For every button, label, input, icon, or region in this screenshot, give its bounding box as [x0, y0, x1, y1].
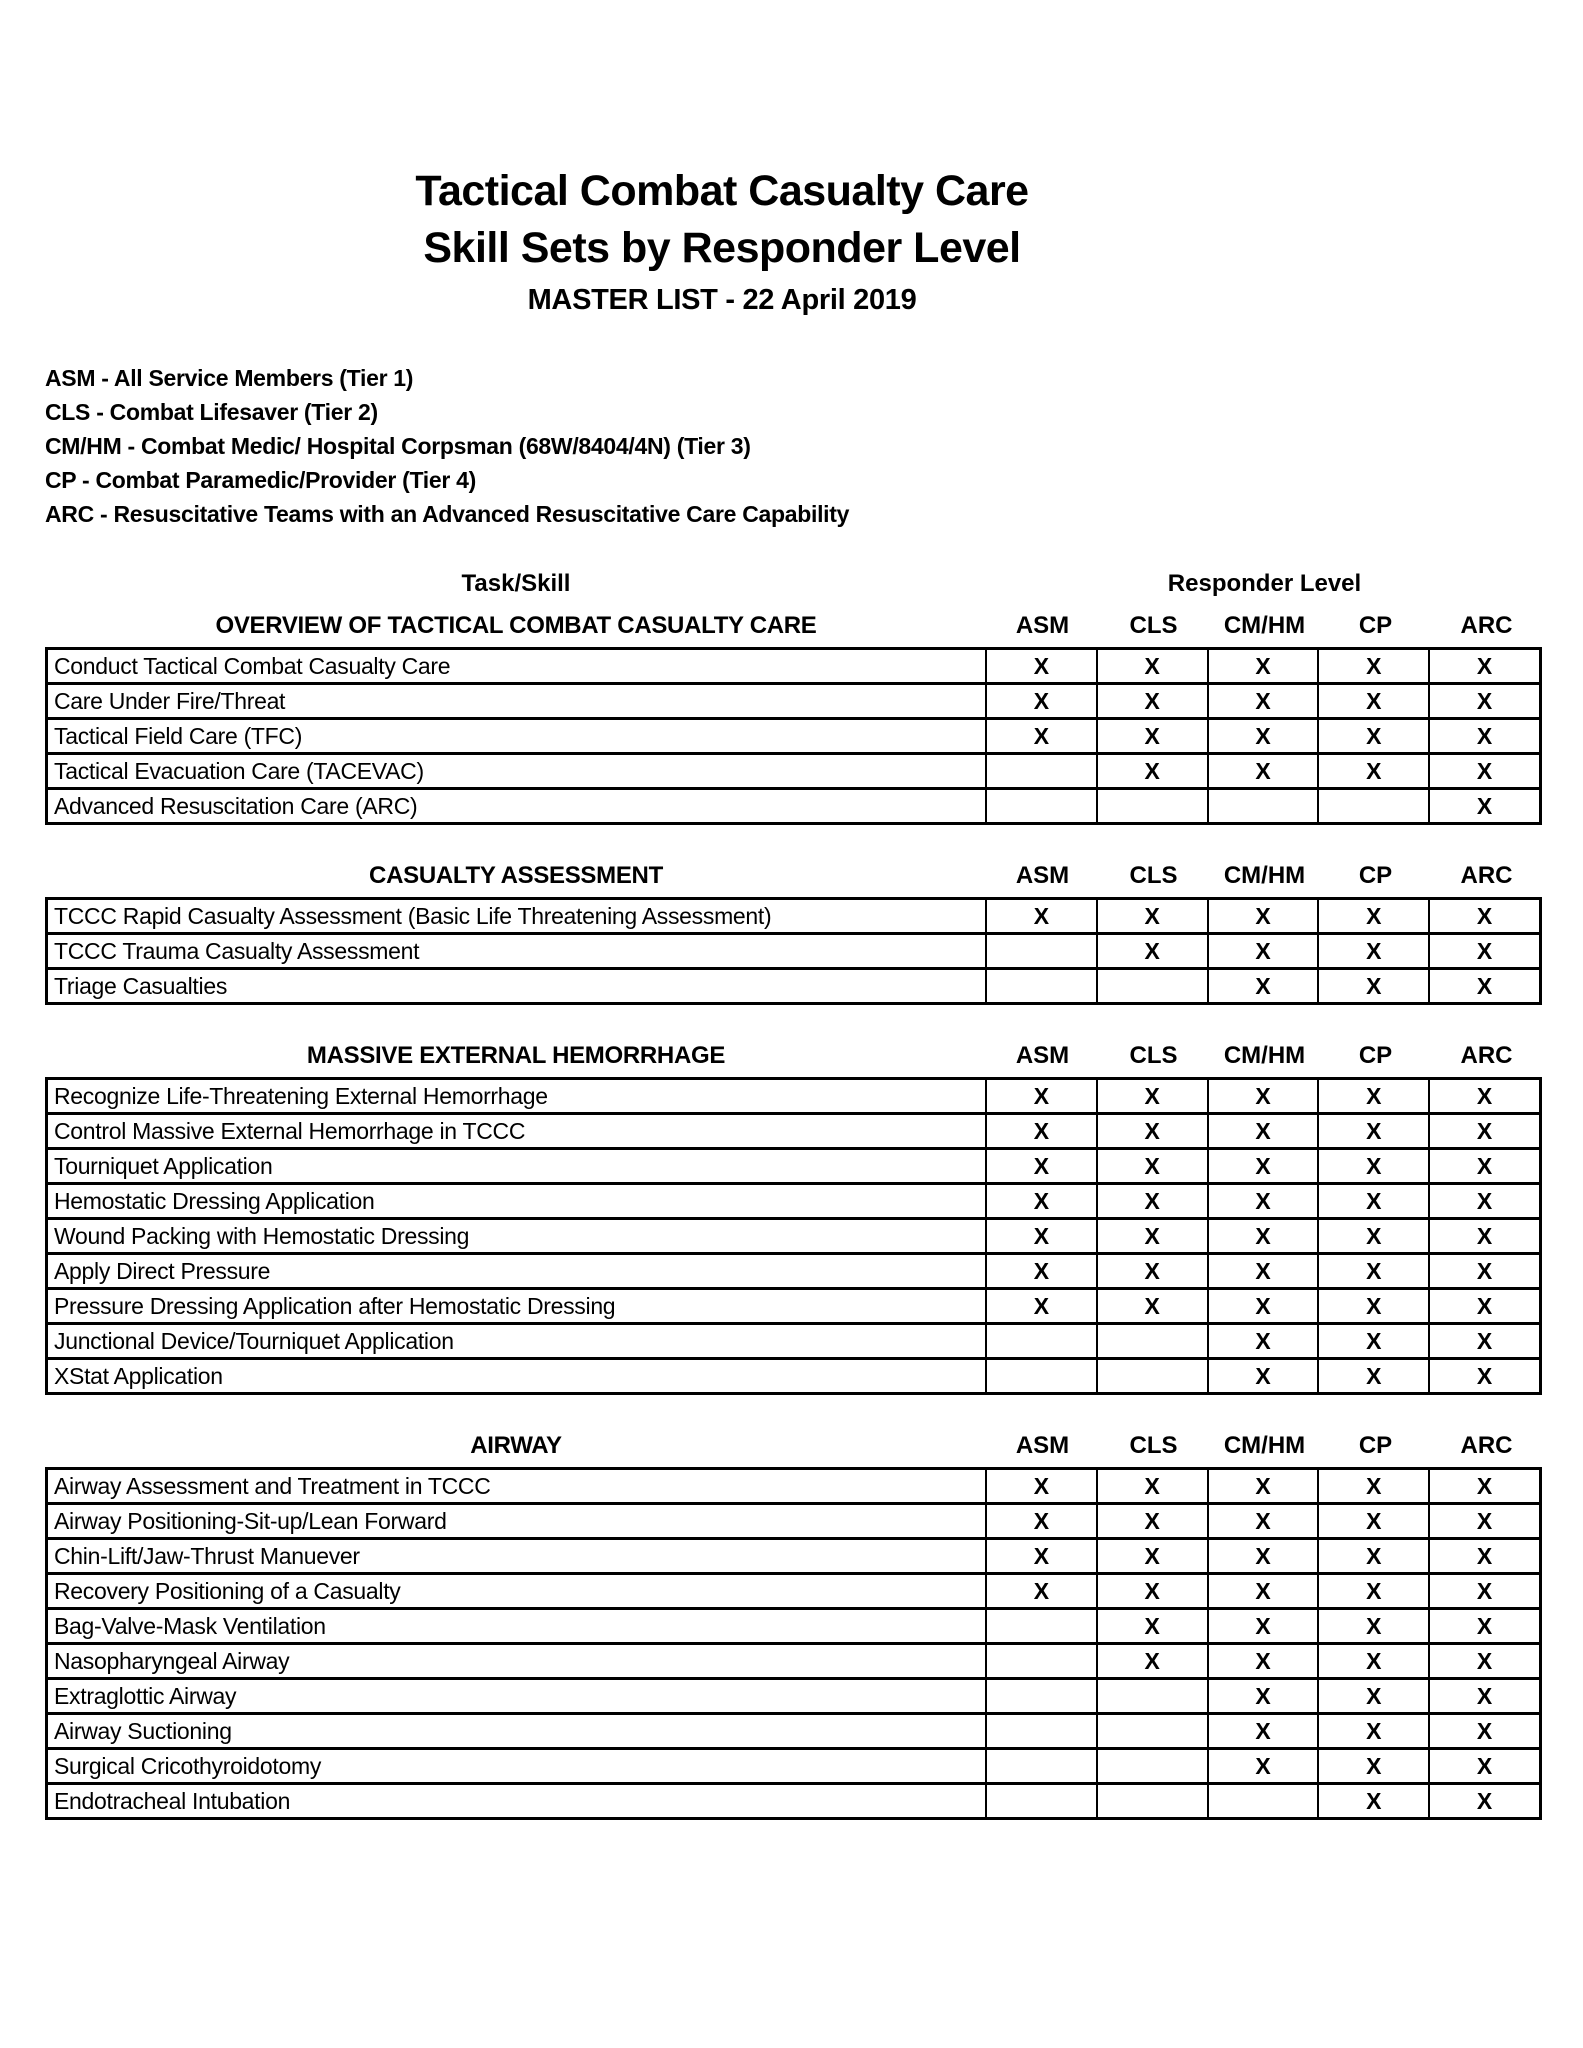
legend-arc: ARC - Resuscitative Teams with an Advanced Resuscitative Care Capability	[45, 501, 850, 527]
mark-cell-arc: X	[1428, 970, 1539, 1002]
column-header-cp: CP	[1358, 1432, 1393, 1459]
mark-cell-arc: X	[1428, 1470, 1539, 1502]
mark-cell-cls: X	[1096, 1540, 1207, 1572]
mark-cell-cmhm: X	[1207, 1360, 1318, 1392]
task-cell: Junctional Device/Tourniquet Application	[54, 1327, 454, 1354]
mark-cell-cp: X	[1317, 970, 1428, 1002]
mark-cell-cmhm: X	[1207, 970, 1318, 1002]
mark-cell-cls: X	[1096, 1080, 1207, 1112]
column-header-arc: ARC	[1460, 862, 1513, 889]
task-cell: Pressure Dressing Application after Hemostatic Dressing	[54, 1292, 616, 1319]
column-header-asm: ASM	[1015, 612, 1070, 639]
task-cell: Nasopharyngeal Airway	[54, 1647, 290, 1674]
mark-cell-asm: X	[985, 1080, 1096, 1112]
table-row	[48, 1287, 1539, 1322]
task-cell: Apply Direct Pressure	[54, 1257, 271, 1284]
mark-cell-cmhm: X	[1207, 1610, 1318, 1642]
mark-cell-cls	[1096, 1325, 1207, 1357]
table-row	[48, 1642, 1539, 1677]
section-header-row	[45, 611, 1542, 641]
mark-cell-cls: X	[1096, 1505, 1207, 1537]
mark-cell-cmhm: X	[1207, 1680, 1318, 1712]
task-cell: Hemostatic Dressing Application	[54, 1187, 375, 1214]
legend-cls: CLS - Combat Lifesaver (Tier 2)	[45, 399, 378, 425]
column-header-cmhm: CM/HM	[1223, 612, 1306, 639]
mark-cell-arc: X	[1428, 1610, 1539, 1642]
mark-cell-cmhm: X	[1207, 1220, 1318, 1252]
mark-cell-asm: X	[985, 900, 1096, 932]
mark-cell-cls: X	[1096, 900, 1207, 932]
mark-cell-cp: X	[1317, 1360, 1428, 1392]
mark-cell-arc: X	[1428, 1255, 1539, 1287]
master-header-row	[45, 569, 1542, 599]
task-cell: Endotracheal Intubation	[54, 1787, 291, 1814]
mark-cell-cls: X	[1096, 1150, 1207, 1182]
column-header-cmhm: CM/HM	[1223, 1432, 1306, 1459]
mark-cell-arc: X	[1428, 1080, 1539, 1112]
mark-cell-asm	[985, 1750, 1096, 1782]
table-row	[48, 1712, 1539, 1747]
table-row	[48, 787, 1539, 822]
mark-cell-cls	[1096, 1715, 1207, 1747]
task-cell: Airway Assessment and Treatment in TCCC	[54, 1472, 491, 1499]
column-header-cp: CP	[1358, 612, 1393, 639]
mark-cell-arc: X	[1428, 1680, 1539, 1712]
mark-cell-cmhm: X	[1207, 1150, 1318, 1182]
mark-cell-asm: X	[985, 1220, 1096, 1252]
mark-cell-cp: X	[1317, 1680, 1428, 1712]
task-cell: Tactical Evacuation Care (TACEVAC)	[54, 757, 424, 784]
mark-cell-asm: X	[985, 1185, 1096, 1217]
task-cell: Airway Positioning-Sit-up/Lean Forward	[54, 1507, 447, 1534]
column-header-cls: CLS	[1129, 1432, 1178, 1459]
mark-cell-arc: X	[1428, 1290, 1539, 1322]
task-cell: Triage Casualties	[54, 972, 228, 999]
skill-tables	[45, 569, 1542, 1820]
mark-cell-cmhm: X	[1207, 1505, 1318, 1537]
mark-cell-asm	[985, 1715, 1096, 1747]
task-cell: Recovery Positioning of a Casualty	[54, 1577, 401, 1604]
mark-cell-cmhm: X	[1207, 1645, 1318, 1677]
task-cell: Chin-Lift/Jaw-Thrust Manuever	[54, 1542, 360, 1569]
task-cell: Extraglottic Airway	[54, 1682, 237, 1709]
mark-cell-cp: X	[1317, 1540, 1428, 1572]
column-header-cmhm: CM/HM	[1223, 1042, 1306, 1069]
mark-cell-asm	[985, 790, 1096, 822]
responder-level-legend	[45, 361, 1583, 531]
table-row	[48, 1572, 1539, 1607]
mark-cell-cp: X	[1317, 1185, 1428, 1217]
mark-cell-cp: X	[1317, 650, 1428, 682]
mark-cell-cmhm: X	[1207, 1715, 1318, 1747]
mark-cell-cls	[1096, 1750, 1207, 1782]
document-title-block	[0, 0, 1444, 323]
table-row	[48, 967, 1539, 1002]
task-cell: Tourniquet Application	[54, 1152, 273, 1179]
column-header-cls: CLS	[1129, 612, 1178, 639]
mark-cell-cls: X	[1096, 1575, 1207, 1607]
table-row	[48, 1112, 1539, 1147]
mark-cell-cls: X	[1096, 935, 1207, 967]
mark-cell-cp: X	[1317, 1115, 1428, 1147]
legend-asm: ASM - All Service Members (Tier 1)	[45, 365, 414, 391]
mark-cell-cls: X	[1096, 1470, 1207, 1502]
mark-cell-cp: X	[1317, 1785, 1428, 1817]
skill-table	[45, 1077, 1542, 1395]
column-header-cp: CP	[1358, 1042, 1393, 1069]
mark-cell-cmhm: X	[1207, 1470, 1318, 1502]
mark-cell-asm	[985, 1325, 1096, 1357]
mark-cell-arc: X	[1428, 1185, 1539, 1217]
mark-cell-asm: X	[985, 1505, 1096, 1537]
mark-cell-arc: X	[1428, 685, 1539, 717]
mark-cell-cp: X	[1317, 1610, 1428, 1642]
mark-cell-cmhm: X	[1207, 1290, 1318, 1322]
mark-cell-cls	[1096, 790, 1207, 822]
mark-cell-arc: X	[1428, 1150, 1539, 1182]
mark-cell-arc: X	[1428, 1750, 1539, 1782]
mark-cell-arc: X	[1428, 1220, 1539, 1252]
table-row	[48, 1502, 1539, 1537]
mark-cell-cmhm: X	[1207, 650, 1318, 682]
mark-cell-cls: X	[1096, 1220, 1207, 1252]
section-title: CASUALTY ASSESSMENT	[369, 862, 663, 889]
title-line-1: Tactical Combat Casualty Care	[415, 167, 1029, 215]
mark-cell-cls: X	[1096, 1610, 1207, 1642]
mark-cell-cp: X	[1317, 1080, 1428, 1112]
task-cell: Wound Packing with Hemostatic Dressing	[54, 1222, 470, 1249]
mark-cell-cls: X	[1096, 1115, 1207, 1147]
mark-cell-asm: X	[985, 685, 1096, 717]
mark-cell-arc: X	[1428, 1715, 1539, 1747]
table-row	[48, 1677, 1539, 1712]
mark-cell-cmhm: X	[1207, 1115, 1318, 1147]
table-row	[48, 1607, 1539, 1642]
skill-table	[45, 897, 1542, 1005]
section-header-row	[45, 1431, 1542, 1461]
mark-cell-arc: X	[1428, 1785, 1539, 1817]
task-cell: XStat Application	[54, 1362, 223, 1389]
skill-section	[45, 1041, 1542, 1395]
task-cell: TCCC Rapid Casualty Assessment (Basic Life Threatening Assessment)	[54, 902, 772, 929]
table-row	[48, 1322, 1539, 1357]
mark-cell-cls	[1096, 970, 1207, 1002]
mark-cell-asm: X	[985, 1575, 1096, 1607]
table-row	[48, 1470, 1539, 1502]
mark-cell-cp: X	[1317, 1255, 1428, 1287]
mark-cell-cls: X	[1096, 1645, 1207, 1677]
task-cell: Airway Suctioning	[54, 1717, 232, 1744]
mark-cell-cp: X	[1317, 1505, 1428, 1537]
table-row	[48, 1080, 1539, 1112]
skill-table	[45, 647, 1542, 825]
mark-cell-cmhm	[1207, 1785, 1318, 1817]
mark-cell-arc: X	[1428, 790, 1539, 822]
mark-cell-arc: X	[1428, 935, 1539, 967]
mark-cell-cp: X	[1317, 1470, 1428, 1502]
mark-cell-cmhm: X	[1207, 685, 1318, 717]
table-row	[48, 717, 1539, 752]
legend-cp: CP - Combat Paramedic/Provider (Tier 4)	[45, 467, 476, 493]
mark-cell-arc: X	[1428, 900, 1539, 932]
table-row	[48, 1147, 1539, 1182]
task-cell: Advanced Resuscitation Care (ARC)	[54, 792, 418, 819]
mark-cell-asm	[985, 935, 1096, 967]
skill-section	[45, 611, 1542, 825]
mark-cell-asm	[985, 1785, 1096, 1817]
mark-cell-arc: X	[1428, 1360, 1539, 1392]
mark-cell-arc: X	[1428, 720, 1539, 752]
mark-cell-cls: X	[1096, 1290, 1207, 1322]
mark-cell-cp: X	[1317, 1645, 1428, 1677]
section-title: OVERVIEW OF TACTICAL COMBAT CASUALTY CARE	[215, 612, 817, 639]
table-row	[48, 1782, 1539, 1817]
mark-cell-arc: X	[1428, 1645, 1539, 1677]
mark-cell-cmhm: X	[1207, 935, 1318, 967]
mark-cell-cp: X	[1317, 900, 1428, 932]
column-header-asm: ASM	[1015, 1432, 1070, 1459]
mark-cell-asm	[985, 1610, 1096, 1642]
mark-cell-arc: X	[1428, 1505, 1539, 1537]
mark-cell-cls	[1096, 1785, 1207, 1817]
mark-cell-asm	[985, 1645, 1096, 1677]
section-title: MASSIVE EXTERNAL HEMORRHAGE	[306, 1042, 726, 1069]
mark-cell-cmhm: X	[1207, 1540, 1318, 1572]
title-line-2: Skill Sets by Responder Level	[423, 224, 1021, 272]
mark-cell-cls: X	[1096, 1255, 1207, 1287]
table-row	[48, 1747, 1539, 1782]
section-title: AIRWAY	[470, 1432, 562, 1459]
mark-cell-cmhm: X	[1207, 1255, 1318, 1287]
legend-cmhm: CM/HM - Combat Medic/ Hospital Corpsman (68W/8404/4N) (Tier 3)	[45, 433, 751, 459]
task-skill-header: Task/Skill	[461, 570, 571, 597]
task-cell: TCCC Trauma Casualty Assessment	[54, 937, 420, 964]
mark-cell-cmhm	[1207, 790, 1318, 822]
table-row	[48, 682, 1539, 717]
mark-cell-arc: X	[1428, 755, 1539, 787]
mark-cell-cp: X	[1317, 935, 1428, 967]
section-header-row	[45, 1041, 1542, 1071]
mark-cell-asm	[985, 970, 1096, 1002]
mark-cell-cls	[1096, 1360, 1207, 1392]
column-header-asm: ASM	[1015, 862, 1070, 889]
mark-cell-cls: X	[1096, 1185, 1207, 1217]
table-row	[48, 1537, 1539, 1572]
mark-cell-cls: X	[1096, 755, 1207, 787]
task-cell: Conduct Tactical Combat Casualty Care	[54, 652, 451, 679]
table-row	[48, 1217, 1539, 1252]
column-header-cls: CLS	[1129, 862, 1178, 889]
mark-cell-cmhm: X	[1207, 755, 1318, 787]
mark-cell-arc: X	[1428, 1575, 1539, 1607]
mark-cell-cp: X	[1317, 1220, 1428, 1252]
task-cell: Control Massive External Hemorrhage in TCCC	[54, 1117, 526, 1144]
column-header-arc: ARC	[1460, 612, 1513, 639]
mark-cell-cmhm: X	[1207, 1080, 1318, 1112]
mark-cell-cp: X	[1317, 1290, 1428, 1322]
mark-cell-cls	[1096, 1680, 1207, 1712]
table-row	[48, 1252, 1539, 1287]
table-row	[48, 752, 1539, 787]
task-cell: Tactical Field Care (TFC)	[54, 722, 303, 749]
mark-cell-cmhm: X	[1207, 1325, 1318, 1357]
mark-cell-cp: X	[1317, 1715, 1428, 1747]
mark-cell-asm	[985, 755, 1096, 787]
responder-level-header: Responder Level	[1167, 570, 1362, 597]
mark-cell-cp: X	[1317, 685, 1428, 717]
mark-cell-cp: X	[1317, 1575, 1428, 1607]
mark-cell-asm: X	[985, 1470, 1096, 1502]
column-header-arc: ARC	[1460, 1432, 1513, 1459]
mark-cell-cp: X	[1317, 720, 1428, 752]
mark-cell-asm: X	[985, 1115, 1096, 1147]
table-row	[48, 650, 1539, 682]
mark-cell-cp: X	[1317, 755, 1428, 787]
title-line-3: MASTER LIST - 22 April 2019	[527, 284, 917, 316]
mark-cell-asm	[985, 1360, 1096, 1392]
column-header-cls: CLS	[1129, 1042, 1178, 1069]
mark-cell-cp: X	[1317, 1150, 1428, 1182]
skill-section	[45, 1431, 1542, 1820]
mark-cell-asm: X	[985, 1540, 1096, 1572]
mark-cell-cp	[1317, 790, 1428, 822]
mark-cell-cmhm: X	[1207, 1185, 1318, 1217]
mark-cell-arc: X	[1428, 1115, 1539, 1147]
mark-cell-cmhm: X	[1207, 1750, 1318, 1782]
task-cell: Care Under Fire/Threat	[54, 687, 286, 714]
mark-cell-cmhm: X	[1207, 900, 1318, 932]
task-cell: Recognize Life-Threatening External Hemorrhage	[54, 1082, 548, 1109]
mark-cell-arc: X	[1428, 1325, 1539, 1357]
mark-cell-arc: X	[1428, 1540, 1539, 1572]
column-header-cmhm: CM/HM	[1223, 862, 1306, 889]
skill-table	[45, 1467, 1542, 1820]
table-row	[48, 1357, 1539, 1392]
column-header-cp: CP	[1358, 862, 1393, 889]
mark-cell-cmhm: X	[1207, 1575, 1318, 1607]
mark-cell-cls: X	[1096, 720, 1207, 752]
task-cell: Surgical Cricothyroidotomy	[54, 1752, 322, 1779]
mark-cell-asm: X	[985, 1150, 1096, 1182]
mark-cell-asm	[985, 1680, 1096, 1712]
task-cell: Bag-Valve-Mask Ventilation	[54, 1612, 326, 1639]
mark-cell-asm: X	[985, 1255, 1096, 1287]
column-header-arc: ARC	[1460, 1042, 1513, 1069]
mark-cell-cmhm: X	[1207, 720, 1318, 752]
section-header-row	[45, 861, 1542, 891]
mark-cell-cls: X	[1096, 685, 1207, 717]
table-sections	[45, 611, 1542, 1820]
mark-cell-asm: X	[985, 650, 1096, 682]
table-row	[48, 932, 1539, 967]
table-row	[48, 1182, 1539, 1217]
mark-cell-arc: X	[1428, 650, 1539, 682]
mark-cell-cp: X	[1317, 1325, 1428, 1357]
skill-section	[45, 861, 1542, 1005]
mark-cell-cls: X	[1096, 650, 1207, 682]
mark-cell-cp: X	[1317, 1750, 1428, 1782]
table-row	[48, 900, 1539, 932]
mark-cell-asm: X	[985, 1290, 1096, 1322]
mark-cell-asm: X	[985, 720, 1096, 752]
column-header-asm: ASM	[1015, 1042, 1070, 1069]
